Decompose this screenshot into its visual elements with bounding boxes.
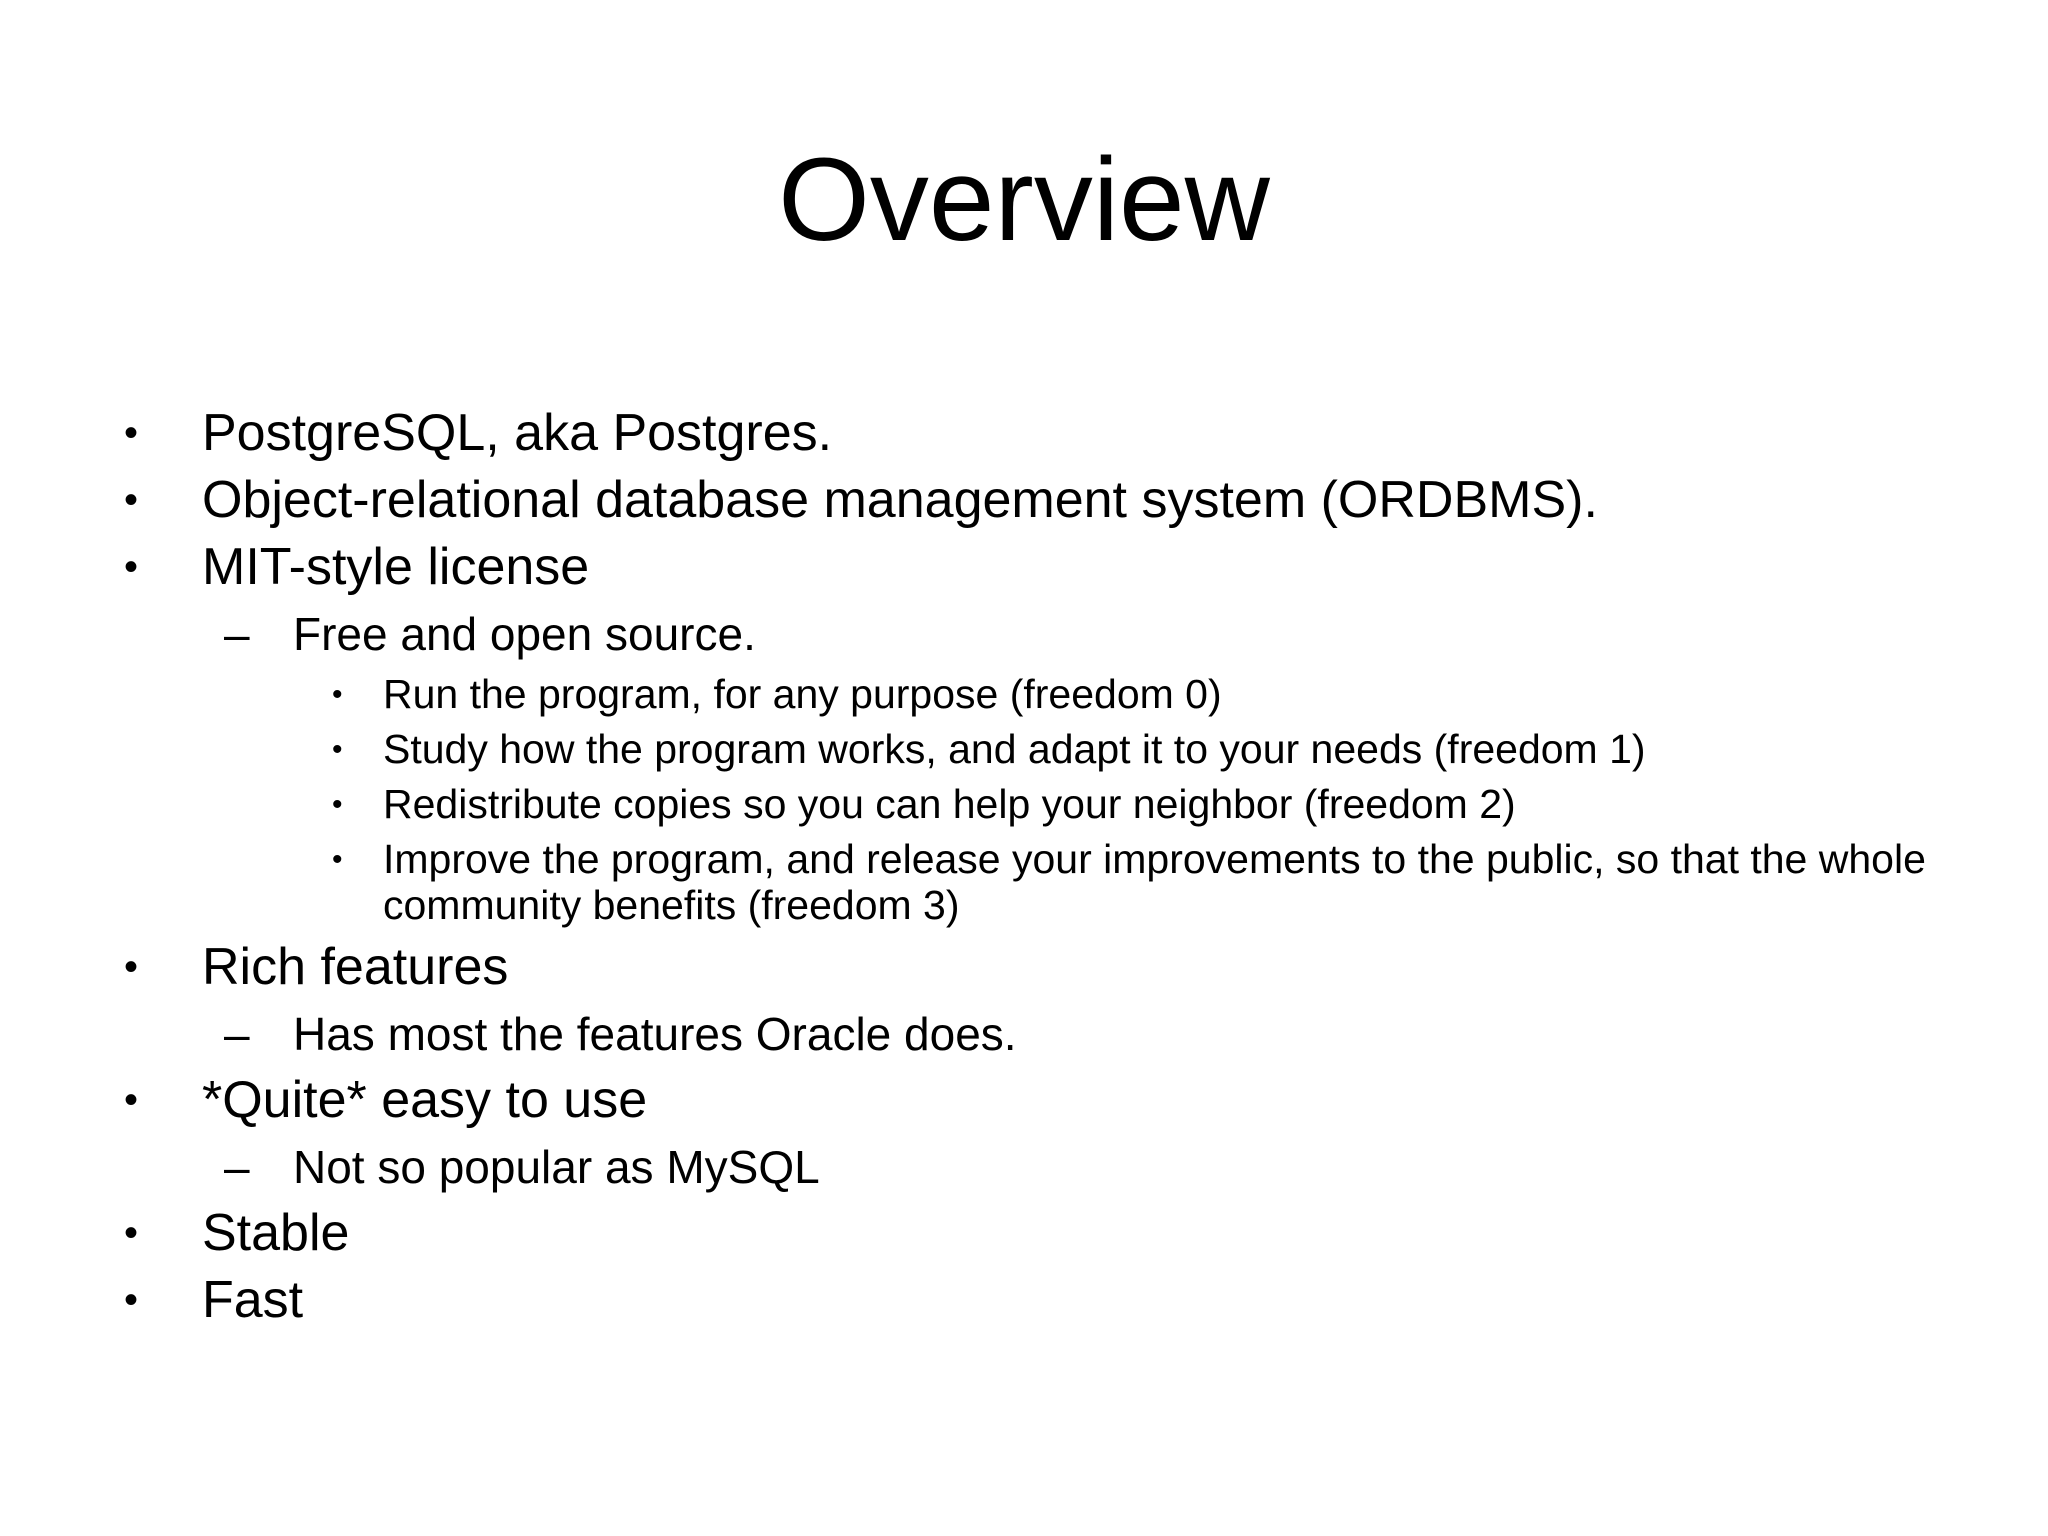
sub-list-item-text: Not so popular as MySQL xyxy=(293,1141,820,1193)
sub-sub-list-item xyxy=(0,667,2048,722)
dash-icon: – xyxy=(224,1141,250,1193)
list-item-text: Stable xyxy=(202,1204,350,1262)
list-item-text: PostgreSQL, aka Postgres. xyxy=(202,404,833,462)
bullet-list xyxy=(0,400,2048,1334)
bullet-icon: • xyxy=(332,843,343,876)
sub-sub-list-item-text: Redistribute copies so you can help your neighbor (freedom 2) xyxy=(383,781,1516,827)
list-item-text: Rich features xyxy=(202,938,509,996)
sub-sub-list-item xyxy=(0,722,2048,777)
sub-list-item-text: Has most the features Oracle does. xyxy=(293,1008,1017,1060)
sub-list-item xyxy=(0,601,2048,667)
slide-title: Overview xyxy=(778,134,1270,266)
list-item xyxy=(0,467,2048,534)
list-item xyxy=(0,1067,2048,1134)
sub-list-item xyxy=(0,1134,2048,1200)
bullet-icon: • xyxy=(124,411,139,455)
dash-icon: – xyxy=(224,1008,250,1060)
sub-sub-list-item-text: Run the program, for any purpose (freedom 0) xyxy=(383,671,1222,717)
bullet-icon: • xyxy=(124,1078,139,1122)
bullet-icon: • xyxy=(124,945,139,989)
sub-sub-list-item xyxy=(0,832,2048,934)
sub-sub-list-item-text: Improve the program, and release your improvements to the public, so that the whole community benefits (freedom 3) xyxy=(383,836,1926,928)
list-item xyxy=(0,534,2048,601)
bullet-icon: • xyxy=(124,1211,139,1255)
bullet-icon: • xyxy=(124,1278,139,1322)
bullet-icon: • xyxy=(124,545,139,589)
list-item-text: Object-relational database management system (ORDBMS). xyxy=(202,471,1598,529)
list-item-text: *Quite* easy to use xyxy=(202,1071,648,1129)
bullet-icon: • xyxy=(332,733,343,766)
sub-list-item-text: Free and open source. xyxy=(293,608,756,660)
list-item-text: MIT-style license xyxy=(202,538,590,596)
list-item xyxy=(0,1267,2048,1334)
sub-list-item xyxy=(0,1001,2048,1067)
dash-icon: – xyxy=(224,608,250,660)
list-item xyxy=(0,934,2048,1001)
bullet-icon: • xyxy=(332,678,343,711)
list-item xyxy=(0,400,2048,467)
list-item-text: Fast xyxy=(202,1271,304,1329)
bullet-icon: • xyxy=(124,478,139,522)
sub-sub-list-item xyxy=(0,777,2048,832)
list-item xyxy=(0,1200,2048,1267)
bullet-icon: • xyxy=(332,788,343,821)
sub-sub-list-item-text: Study how the program works, and adapt it to your needs (freedom 1) xyxy=(383,726,1646,772)
